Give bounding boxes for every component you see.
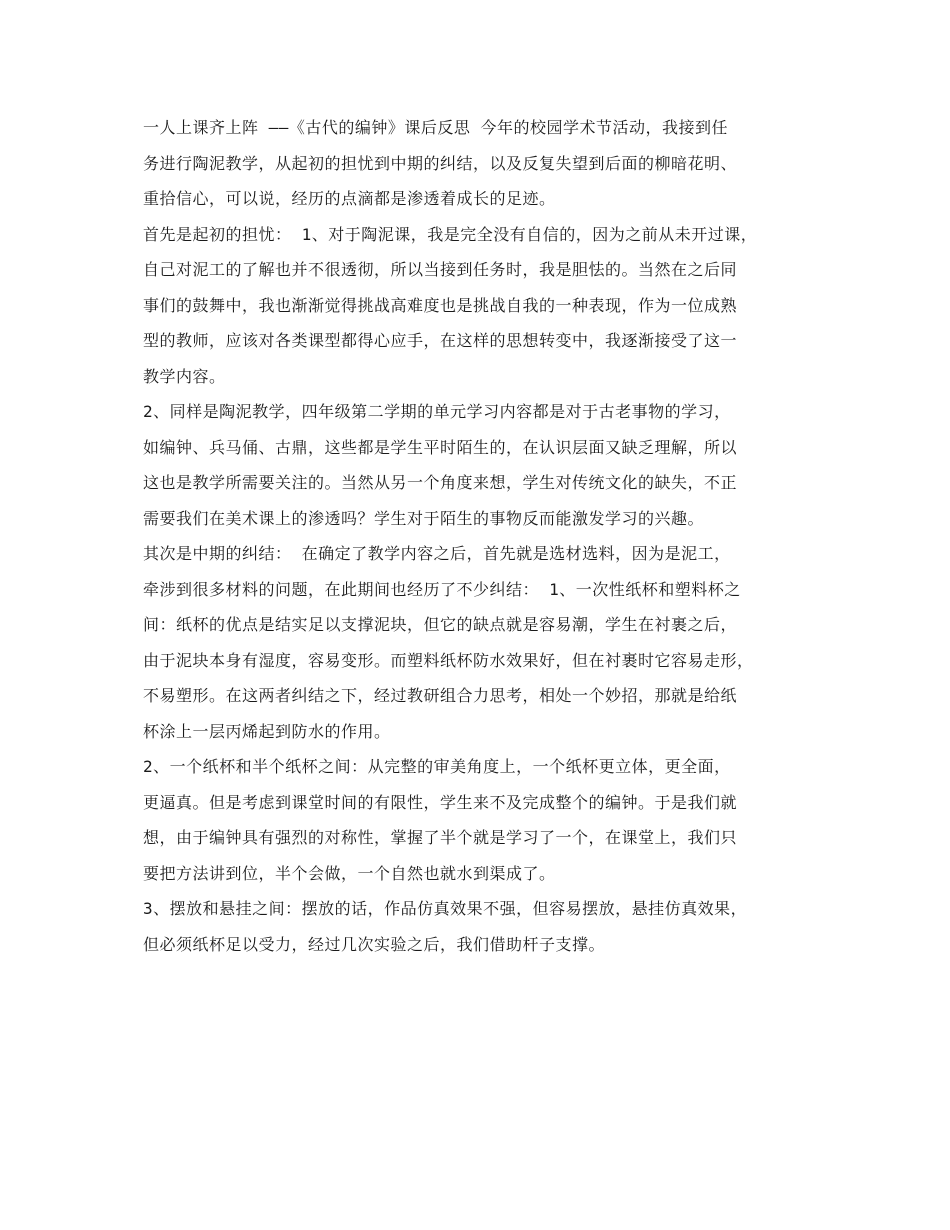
- text-line: 2、同样是陶泥教学，四年级第二学期的单元学习内容都是对于古老事物的学习，: [143, 402, 731, 421]
- text-line: 想，由于编钟具有强烈的对称性，掌握了半个就是学习了一个，在课堂上，我们只: [143, 828, 738, 847]
- text-line: 不易塑形。在这两者纠结之下，经过教研组合力思考，相处一个妙招，那就是给纸: [143, 686, 738, 705]
- text-line: 杯涂上一层丙烯起到防水的作用。: [143, 721, 391, 741]
- text-line: 但必须纸杯足以受力，经过几次实验之后，我们借助杆子支撑。: [143, 934, 606, 954]
- text-line: 首先是起初的担忧： 1、对于陶泥课，我是完全没有自信的，因为之前从未开过课，: [143, 224, 758, 244]
- text-line: 重拾信心，可以说，经历的点滴都是渗透着成长的足迹。: [143, 189, 556, 208]
- text-line: 如编钟、兵马俑、古鼎，这些都是学生平时陌生的，在认识层面又缺乏理解，所以: [143, 437, 738, 457]
- text-line: 要把方法讲到位，半个会做，一个自然也就水到渠成了。: [143, 863, 556, 883]
- text-line: 更逼真。但是考虑到课堂时间的有限性，学生来不及完成整个的编钟。于是我们就: [143, 792, 738, 812]
- text-line: 牵涉到很多材料的问题，在此期间也经历了不少纠结： 1、一次性纸杯和塑料杯之: [143, 579, 741, 599]
- text-line: 务进行陶泥教学，从起初的担忧到中期的纠结，以及反复失望到后面的柳暗花明、: [143, 153, 738, 173]
- text-line: 间：纸杯的优点是结实足以支撑泥块，但它的缺点就是容易潮，学生在衬裹之后，: [143, 615, 738, 634]
- text-line: 需要我们在美术课上的渗透吗？学生对于陌生的事物反而能激发学习的兴趣。: [143, 508, 705, 528]
- text-line: 事们的鼓舞中，我也渐渐觉得挑战高难度也是挑战自我的一种表现，作为一位成熟: [143, 295, 738, 315]
- text-line: 3、摆放和悬挂之间：摆放的话，作品仿真效果不强，但容易摆放，悬挂仿真效果，: [143, 899, 748, 918]
- document-body: [143, 110, 833, 962]
- text-line: 2、一个纸杯和半个纸杯之间：从完整的审美角度上，一个纸杯更立体，更全面，: [143, 757, 731, 776]
- text-line: 教学内容。: [143, 366, 226, 386]
- text-line: 由于泥块本身有湿度，容易变形。而塑料纸杯防水效果好，但在衬裹时它容易走形，: [143, 650, 754, 670]
- text-line: 型的教师，应该对各类课型都得心应手，在这样的思想转变中，我逐渐接受了这一: [143, 331, 738, 350]
- text-line: 其次是中期的纠结： 在确定了教学内容之后，首先就是选材选料，因为是泥工，: [143, 544, 731, 563]
- text-line: 这也是教学所需要关注的。当然从另一个角度来想，学生对传统文化的缺失，不正: [143, 473, 738, 492]
- text-line: 自己对泥工的了解也并不很透彻，所以当接到任务时，我是胆怯的。当然在之后同: [143, 260, 738, 279]
- text-line: 一人上课齐上阵 ——《古代的编钟》课后反思 今年的校园学术节活动，我接到任: [143, 118, 729, 137]
